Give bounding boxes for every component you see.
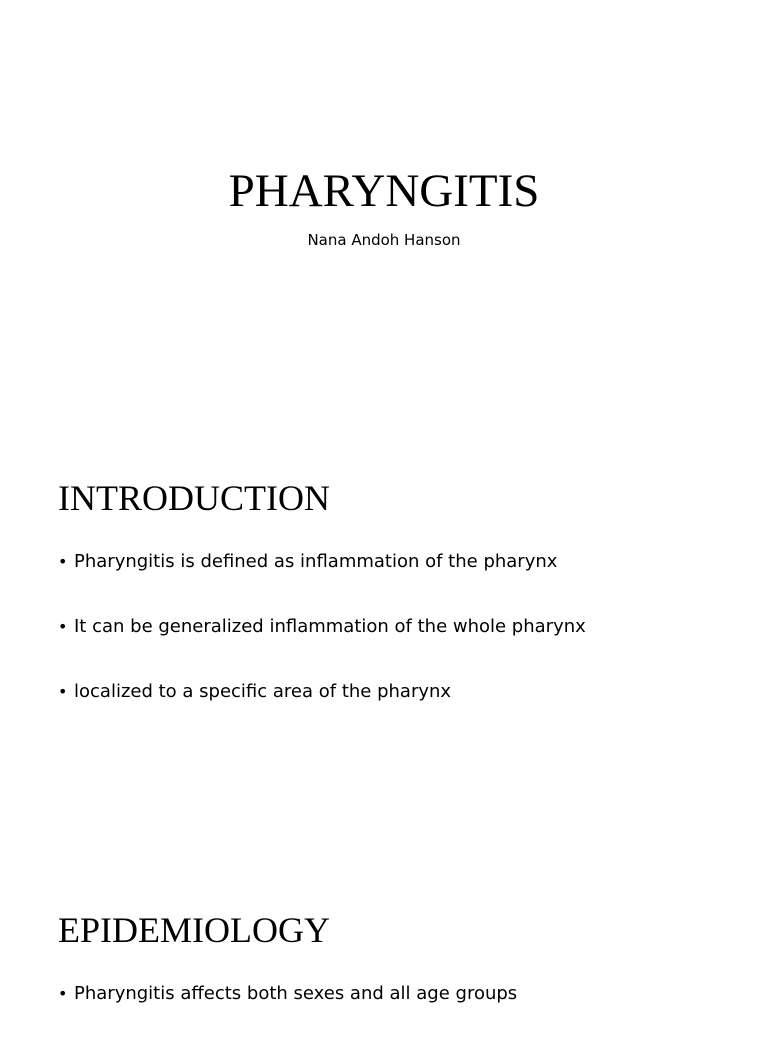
bullet-marker: • bbox=[58, 682, 68, 701]
bullet-marker: • bbox=[58, 617, 68, 636]
title-slide bbox=[0, 0, 768, 420]
bullet-text: Pharyngitis affects both sexes and all age groups bbox=[74, 983, 518, 1004]
introduction-bullet-list bbox=[58, 550, 586, 745]
bullet-item bbox=[58, 615, 586, 680]
author-name: Nana Andoh Hanson bbox=[307, 231, 461, 249]
bullet-item bbox=[58, 982, 517, 1047]
epidemiology-slide bbox=[0, 852, 768, 1024]
bullet-text: Pharyngitis is defined as inflammation of the pharynx bbox=[74, 551, 558, 572]
introduction-heading: INTRODUCTION bbox=[58, 478, 330, 518]
epidemiology-bullet-list bbox=[58, 982, 517, 1047]
bullet-item bbox=[58, 550, 586, 615]
epidemiology-heading: EPIDEMIOLOGY bbox=[58, 910, 330, 950]
introduction-slide bbox=[0, 420, 768, 852]
bullet-marker: • bbox=[58, 984, 68, 1003]
bullet-text: localized to a specific area of the pharynx bbox=[74, 681, 452, 702]
presentation-title: PHARYNGITIS bbox=[228, 165, 540, 217]
bullet-marker: • bbox=[58, 552, 68, 571]
bullet-item bbox=[58, 680, 586, 745]
bullet-text: It can be generalized inflammation of the whole pharynx bbox=[74, 616, 586, 637]
